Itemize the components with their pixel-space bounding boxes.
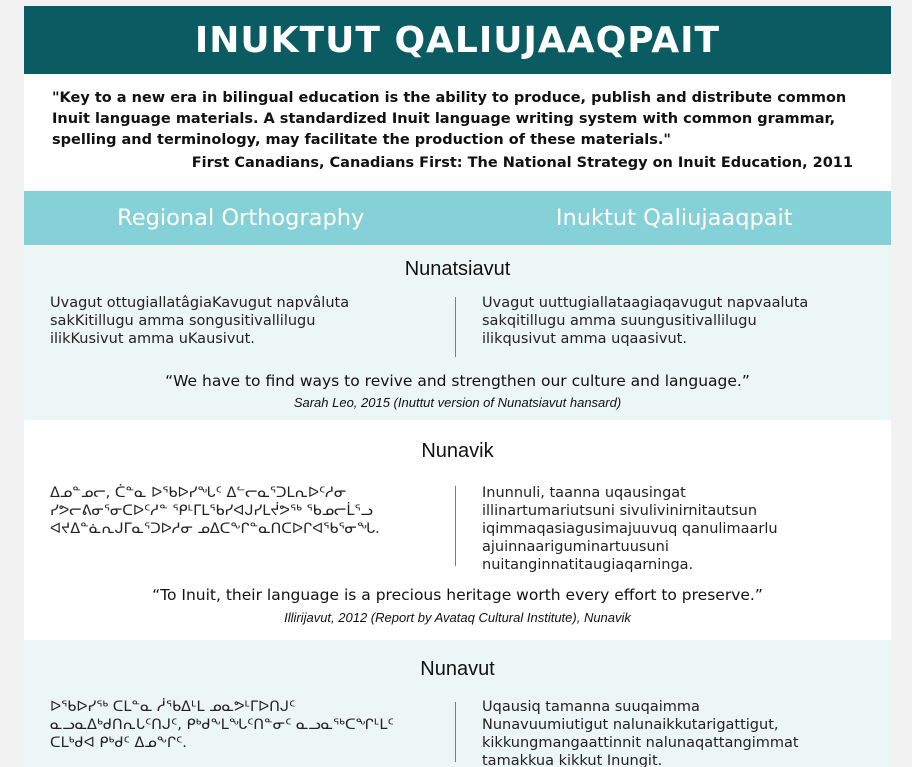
text-line: illinartumariutsuni sivulivinirnitautsun — [482, 503, 758, 519]
column-header-band — [24, 191, 891, 245]
header-inuktut-qaliujaaqpait: Inuktut Qaliujaaqpait — [555, 205, 793, 231]
section-nunavut — [24, 640, 891, 767]
text-line: Uvagut uuttugiallataagiaqavugut napvaaluta — [482, 295, 809, 311]
text-line: Uvagut ottugiallatâgiaKavugut napvâluta — [50, 295, 350, 311]
text-line: ᐅᖃᐅᓯᖅ ᑕᒪᓐᓇ ᓲᖃᐃᒻᒪ ᓄᓇᕗᒻᒥᐅᑎᒍᑦ — [50, 699, 296, 715]
title-banner — [24, 6, 891, 74]
text-line: Uqausiq tamanna suuqaimma — [482, 699, 700, 715]
text-line: kikkungmangaattinnit nalunaqattangimmat — [482, 735, 799, 751]
section-nunavik — [24, 420, 891, 640]
poster — [24, 6, 891, 767]
text-line: sakKitillugu amma songusitivallilugu — [50, 313, 316, 329]
text-line: ᓇᓗᓇᐃᒃᑯᑎᕆᒐᑦᑎᒍᑦ, ᑭᒃᑯᖕᒪᖓᑦᑎᓐᓂᑦ ᓇᓗᓇᖅᑕᖏᒻᒪᑦ — [50, 717, 394, 733]
header-regional-orthography: Regional Orthography — [117, 205, 365, 231]
regional-text — [50, 294, 450, 348]
text-line: ilikqusivut amma uqaasivut. — [482, 331, 687, 347]
section-citation: Sarah Leo, 2015 (Inuttut version of Nunatsiavut hansard) — [293, 395, 622, 410]
text-line: nuitanginnatitaugiaqarninga. — [482, 557, 694, 573]
section-title: Nunavut — [420, 658, 495, 680]
column-divider — [455, 702, 456, 762]
text-line: ᑕᒪᒃᑯᐊ ᑭᒃᑯᑦ ᐃᓄᖕᒋᑦ. — [50, 735, 187, 751]
text-line: ᐊᔪᐃᓐᓈᕆᒍᒥᓇᕐᑐᐅᓱᓂ ᓄᐃᑕᖕᒋᓐᓇᑎᑕᐅᒋᐊᖃᕐᓂᖓ. — [50, 521, 380, 537]
syllabics-text — [50, 484, 450, 538]
standard-text — [482, 698, 882, 767]
section-quote: “We have to find ways to revive and strengthen our culture and language.” — [165, 372, 750, 390]
intro-quote: "Key to a new era in bilingual education is the ability to produce, publish and distribute common Inuit language materials. A standardized Inuit language writing system with common grammar, spelling and terminology, may facilitate the production of these materials." — [52, 90, 847, 148]
text-line: Nunavuumiutigut nalunaikkutarigattigut, — [482, 717, 779, 733]
section-nunatsiavut — [24, 245, 891, 420]
text-line: tamakkua kikkut Inungit. — [482, 753, 663, 767]
standard-text — [482, 294, 882, 348]
section-quote: “To Inuit, their language is a precious heritage worth every effort to preserve.” — [152, 586, 763, 604]
section-title: Nunavik — [421, 440, 494, 462]
column-divider — [455, 297, 456, 357]
text-line: iqimmaqasiagusimajuuvuq qanulimaarlu — [482, 521, 778, 537]
standard-text — [482, 484, 882, 574]
intro-quote-source: First Canadians, Canadians First: The National Strategy on Inuit Education, 2011 — [191, 155, 853, 171]
text-line: ilikKusivut amma uKausivut. — [50, 331, 255, 347]
page-title: INUKTUT QALIUJAAQPAIT — [194, 19, 721, 61]
intro-quote-block — [24, 74, 891, 171]
syllabics-text — [50, 698, 450, 752]
section-title: Nunatsiavut — [404, 258, 511, 280]
text-line: ajuinnaariguminartuusuni — [482, 539, 669, 555]
column-divider — [455, 486, 456, 566]
text-line: ᐃᓄᓐᓄᓕ, ᑖᓐᓇ ᐅᖃᐅᓯᖓᑦ ᐃᓪᓕᓇᕐᑐᒪᕆᐅᑦᓱᓂ — [50, 485, 347, 501]
text-line: Inunnuli, taanna uqausingat — [482, 485, 686, 501]
text-line: sakqitillugu amma suungusitivallilugu — [482, 313, 757, 329]
text-line: ᓯᕗᓕᕕᓂᕐᓂᑕᐅᑦᓱᓐ ᕿᒻᒥᒪᖃᓯᐊᒍᓯᒪᔫᕗᖅ ᖃᓄᓕᒫᕐᓗ — [50, 503, 373, 519]
section-citation: Illirijavut, 2012 (Report by Avataq Cultural Institute), Nunavik — [284, 610, 631, 625]
